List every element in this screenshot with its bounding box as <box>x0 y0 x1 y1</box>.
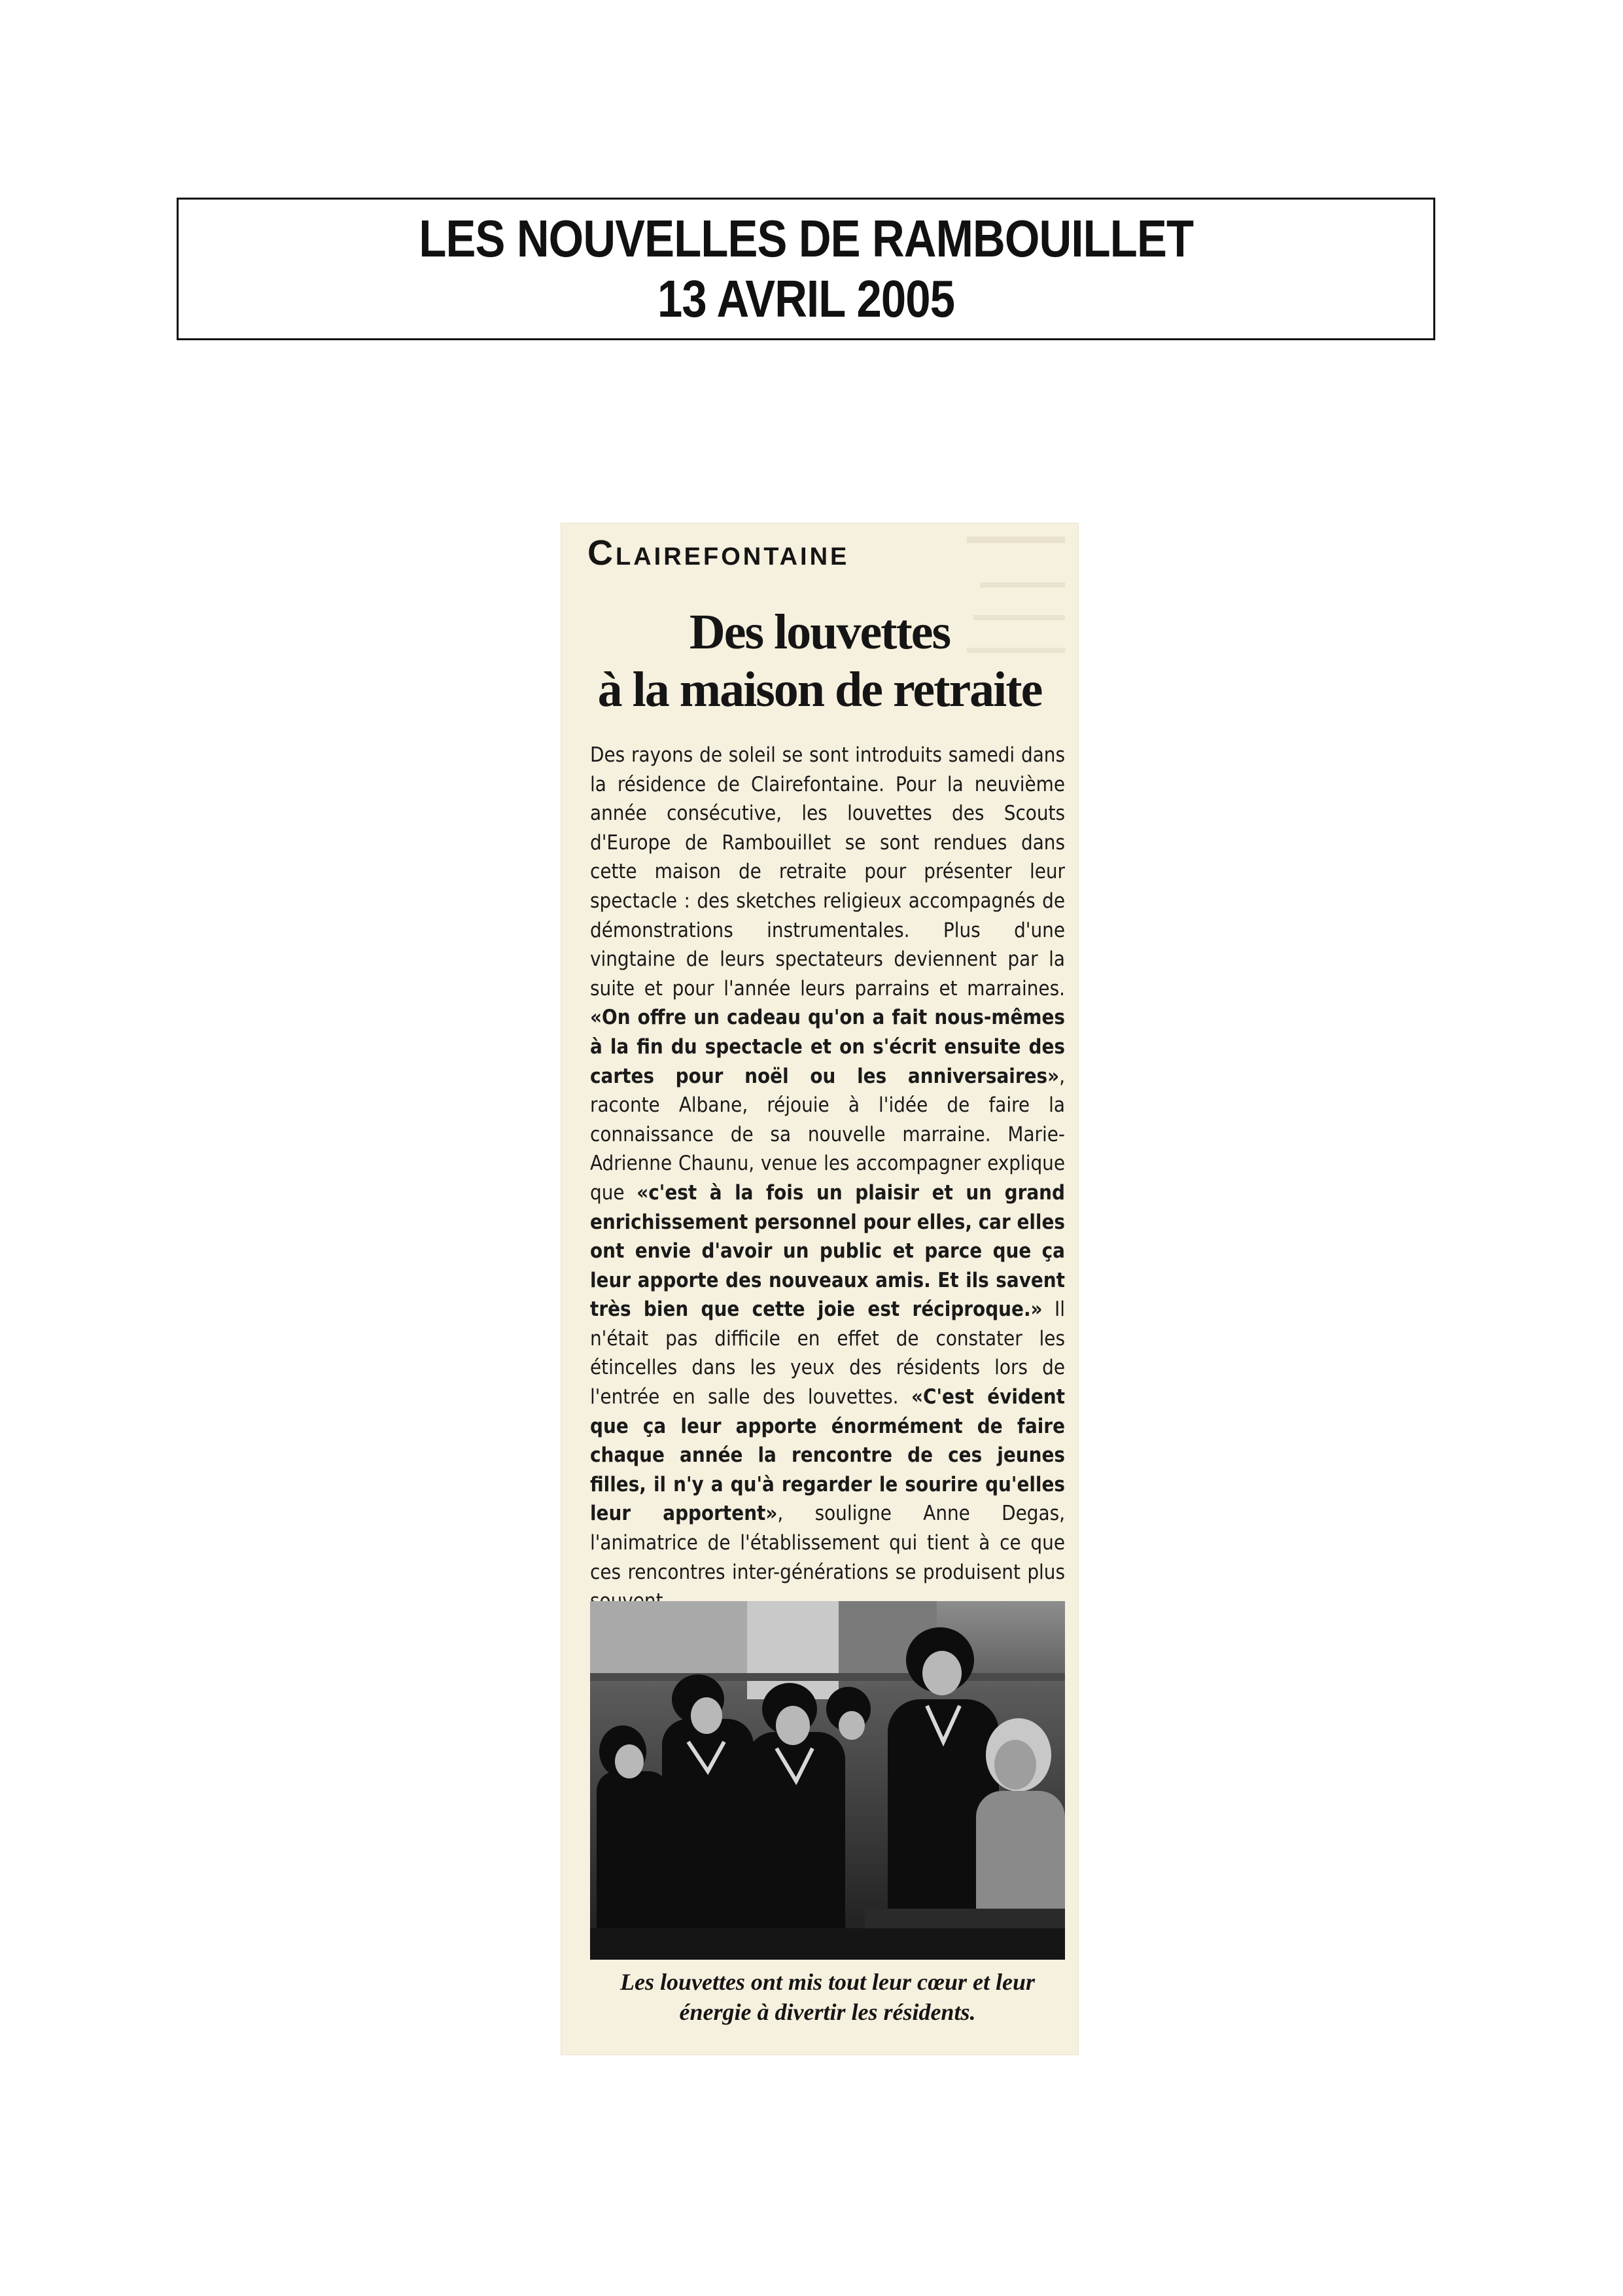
body-quote-1: «On offre un cadeau qu'on a fait nous-mêmes à la fin du spectacle et on s'écrit ensuite des cartes pour noël ou les anniversaires» <box>590 1006 1065 1088</box>
body-paragraph-1: Des rayons de soleil se sont introduits samedi dans la résidence de Clairefontaine. Pour la neuvième année consécutive, les louvettes des Scouts d'Europe de Rambouillet se sont rendues dans cette maison de retraite pour présenter leur spectacle : des sketches religieux accompagnés de démonstrations instrumentales. Plus d'une vingtaine de leurs spectateurs deviennent par la suite et pour l'année leurs parrains et marraines. <box>590 743 1065 1000</box>
article-title <box>574 603 1065 718</box>
photo-scouts-performing <box>590 1601 1065 1960</box>
newspaper-clipping <box>561 523 1078 2055</box>
article-title-line-1: Des louvettes <box>689 605 951 660</box>
body-paragraph-4: , souligne Anne Degas, l'animatrice de l'établissement qui tient à ce que ces rencontres inter-générations se produisent plus <box>590 1502 1065 1584</box>
body-paragraph-3: Il n'était pas difficile en effet de constater les étincelles dans les yeux des résidents lors de l'entrée en salle des louvettes. <box>590 1298 1065 1409</box>
article-body <box>590 741 1065 1616</box>
article-title-line-2: à la maison de retraite <box>597 662 1042 717</box>
body-paragraph-2: , raconte Albane, réjouie à l'idée de faire la connaissance de sa nouvelle marraine. Marie-Adrienne Chaunu, venue les accompagner explique que <box>590 1064 1065 1205</box>
body-quote-2: «c'est à la fois un plaisir et un grand enrichissement personnel pour elles, car elles ont envie d'avoir un public et parce que ça leur apporte des nouveaux amis. Et ils savent très bien que cette joie est réciproque.» <box>590 1180 1066 1322</box>
article-photo <box>590 1601 1065 1960</box>
photo-caption: Les louvettes ont mis tout leur cœur et leur énergie à divertir les résidents. <box>620 1969 1036 2025</box>
section-heading: Clairefontaine <box>587 533 850 573</box>
publication-header-box <box>177 198 1435 340</box>
publication-date: 13 AVRIL 2005 <box>657 270 955 328</box>
publication-name: LES NOUVELLES DE RAMBOUILLET <box>419 209 1193 268</box>
body-quote-3: «C'est évident que ça leur apporte énormément de faire chaque année la rencontre de ces jeunes filles, il n'y a qu'à regarder le sourire qu'elles leur apportent» <box>590 1385 1065 1526</box>
